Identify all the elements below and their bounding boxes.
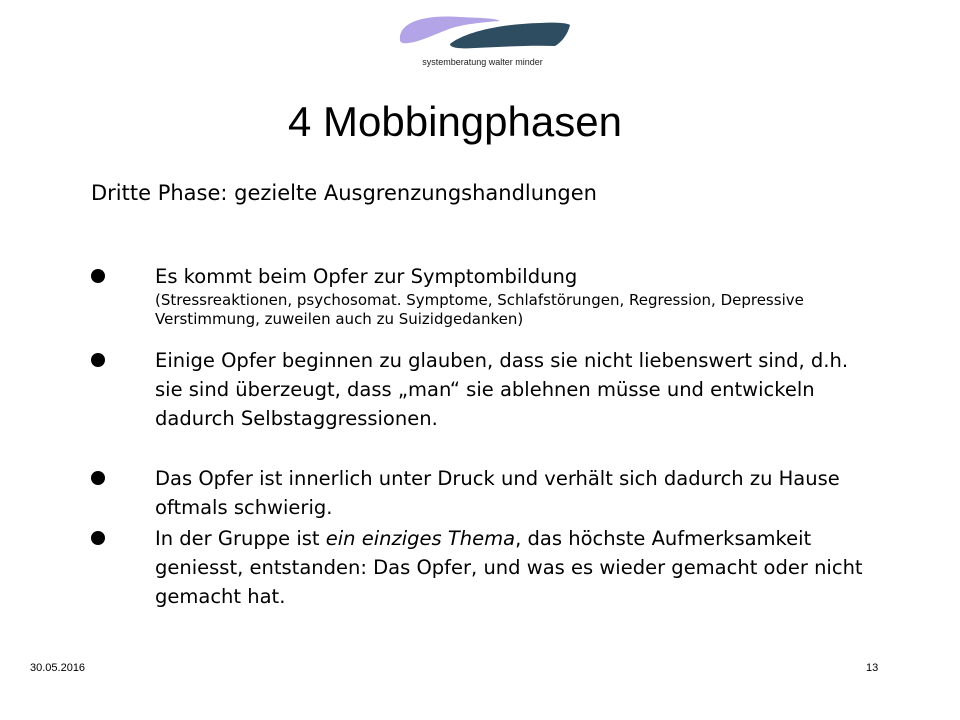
- bullet-item: [0, 464, 960, 524]
- page-number: 13: [866, 662, 879, 674]
- bullet-dot-icon: [91, 353, 105, 367]
- bullet-detail-text: (Stressreaktionen, psychosomat. Symptome, Schlafstörungen, Regression, Depressive Verstimmung, zuweilen auch zu Suizidgedanken): [155, 291, 804, 328]
- bullet-item: [0, 262, 960, 346]
- bullet-text: Das Opfer ist innerlich unter Druck und verhält sich dadurch zu Hause oftmals schwierig.: [155, 467, 840, 519]
- bullet-text: [155, 262, 875, 329]
- bullet-dot-icon: [91, 531, 105, 545]
- logo-slate-shape: [450, 23, 570, 49]
- bullet-main-text: Es kommt beim Opfer zur Symptombildung: [155, 265, 578, 288]
- bullet-dot-icon: [91, 269, 105, 283]
- slide-title: 4 Mobbingphasen: [288, 98, 622, 145]
- bullet-item: [0, 524, 960, 611]
- bullet-text-after: , das höchste Aufmerksamkeit geniesst, entstanden: Das Opfer, und was es wieder gemacht oder nicht gemacht hat.: [155, 527, 863, 608]
- bullet-text-before: In der Gruppe ist: [155, 527, 326, 550]
- bullet-item: [0, 346, 960, 464]
- bullet-list: [0, 262, 960, 611]
- company-logo: [390, 12, 575, 72]
- slide-subtitle: Dritte Phase: gezielte Ausgrenzungshandlungen: [91, 181, 597, 205]
- logo-shapes: [390, 12, 575, 57]
- bullet-text: Einige Opfer beginnen zu glauben, dass sie nicht liebenswert sind, d.h. sie sind überzeugt, dass „man“ sie ablehnen müsse und entwickeln dadurch Selbstaggressionen.: [155, 349, 849, 430]
- logo-text: systemberatung walter minder: [422, 57, 543, 67]
- footer-date: 30.05.2016: [30, 662, 86, 674]
- bullet-text: [155, 524, 875, 611]
- bullet-emphasis: ein einziges Thema: [325, 527, 516, 550]
- bullet-dot-icon: [91, 471, 105, 485]
